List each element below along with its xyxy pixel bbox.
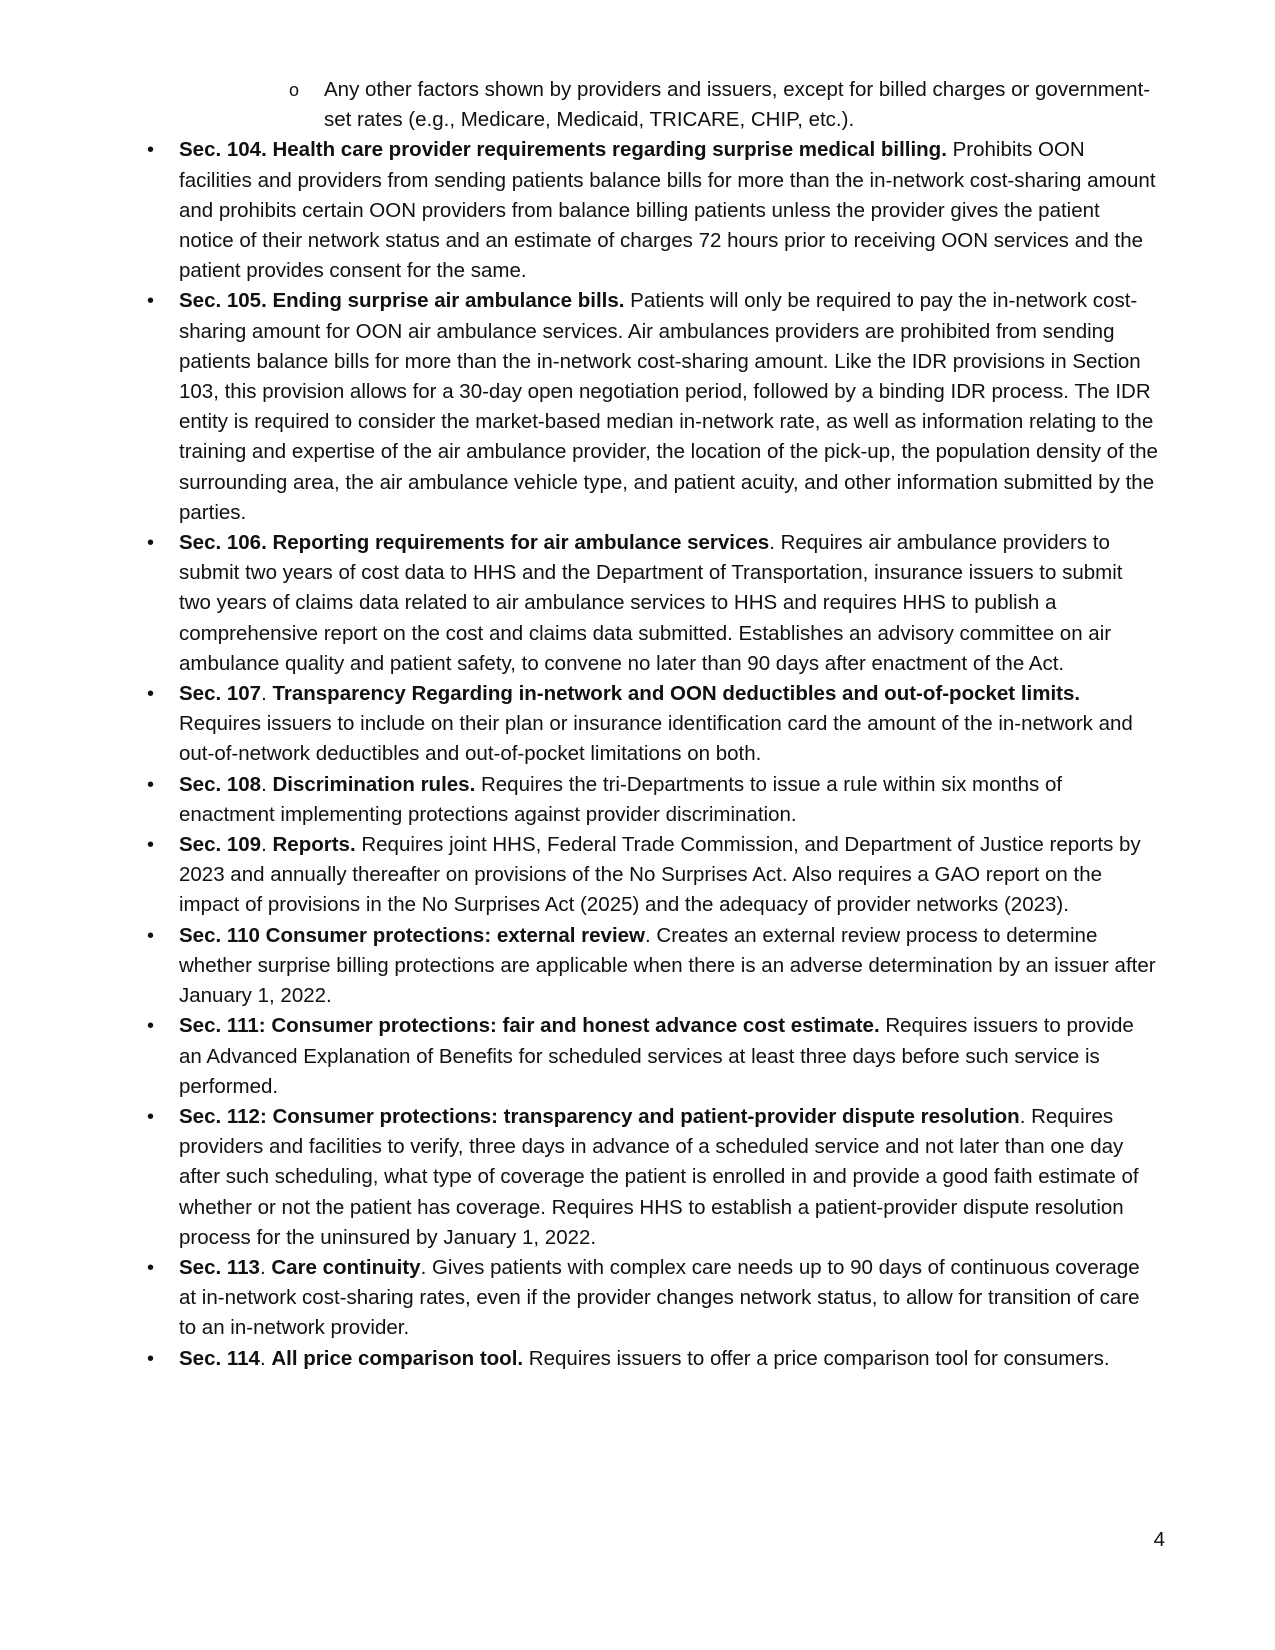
section-separator: . bbox=[261, 682, 273, 706]
section-heading: Sec. 106. Reporting requirements for air ambulance services bbox=[179, 531, 770, 555]
section-number: Sec. 109 bbox=[179, 833, 262, 857]
section-item-105 bbox=[147, 286, 1159, 528]
section-text: . Creates an external review process to determine whether surprise billing protections are applicable when there is an adverse determination by an issuer after January 1, 2022. bbox=[179, 923, 1156, 1008]
section-number: Sec. 108 bbox=[179, 772, 262, 796]
section-text: Prohibits OON facilities and providers from sending patients balance bills for more than the in-network cost-sharing amount and prohibits certain OON providers from balance billing patients unless the provider gives the patient notice of their network status and an estimate of charges 72 hours prior to receiving OON services and the patient provides consent for the same. bbox=[179, 138, 1156, 283]
bullet-icon: • bbox=[147, 924, 155, 947]
section-number: Sec. 107 bbox=[179, 682, 262, 706]
bullet-icon: • bbox=[147, 1105, 155, 1128]
page-number: 4 bbox=[1153, 1528, 1165, 1551]
section-text: Requires issuers to include on their plan or insurance identification card the amount of the in-network and out-of-network deductibles and out-of-pocket limitations on both. bbox=[179, 712, 1133, 766]
bullet-icon: • bbox=[147, 1347, 155, 1370]
section-text: Patients will only be required to pay the in-network cost-sharing amount for OON air ambulance services. Air ambulances providers are prohibited from sending patients balance bills for more than the in-network cost-sharing amount. Like the IDR provisions in Section 103, this provision allows for a 30-day open negotiation period, followed by a binding IDR process. The IDR entity is required to consider the market-based median in-network rate, as well as information relating to the training and expertise of the air ambulance provider, the location of the pick-up, the population density of the surrounding area, the air ambulance vehicle type, and patient acuity, and other information submitted by the parties. bbox=[179, 289, 1158, 524]
section-separator: . bbox=[261, 833, 273, 857]
section-item-114 bbox=[147, 1344, 1159, 1374]
section-number: Sec. 114 bbox=[179, 1346, 260, 1370]
bullet-icon: • bbox=[147, 139, 155, 162]
section-text: Requires the tri-Departments to issue a rule within six months of enactment implementing protections against provider discrimination. bbox=[179, 772, 1063, 826]
section-heading: Sec. 104. Health care provider requirements regarding surprise medical billing. bbox=[179, 138, 947, 162]
section-item-106 bbox=[147, 528, 1159, 679]
section-number: Sec. 113 bbox=[179, 1255, 260, 1279]
section-heading: Sec. 111: Consumer protections: fair and honest advance cost estimate. bbox=[179, 1014, 880, 1038]
sub-bullet-item bbox=[289, 75, 1159, 135]
section-item-111 bbox=[147, 1011, 1159, 1102]
section-separator: . bbox=[259, 1255, 272, 1279]
section-text: . Gives patients with complex care needs up to 90 days of continuous coverage at in-network cost-sharing rates, even if the provider changes network status, to allow for transition of care to an in-network provider. bbox=[179, 1255, 1140, 1340]
section-heading: Sec. 112: Consumer protections: transparency and patient-provider dispute resolution bbox=[179, 1104, 1020, 1128]
section-text: . Requires air ambulance providers to submit two years of cost data to HHS and the Department of Transportation, insurance issuers to submit two years of claims data related to air ambulance services to HHS and requires HHS to publish a comprehensive report on the cost and claims data submitted. Establishes an advisory committee on air ambulance quality and patient safety, to convene no later than 90 days after enactment of the Act. bbox=[179, 531, 1123, 675]
bullet-icon: • bbox=[147, 683, 155, 706]
section-heading: Reports. bbox=[272, 833, 356, 857]
section-text: Requires issuers to provide an Advanced Explanation of Benefits for scheduled services at least three days before such service is performed. bbox=[179, 1014, 1134, 1098]
section-item-112 bbox=[147, 1102, 1159, 1253]
bullet-icon: • bbox=[147, 773, 155, 796]
section-text: Requires issuers to offer a price comparison tool for consumers. bbox=[523, 1346, 1110, 1370]
section-heading: Sec. 105. Ending surprise air ambulance bills. bbox=[179, 289, 625, 313]
section-item-113 bbox=[147, 1253, 1159, 1344]
section-separator: . bbox=[261, 772, 273, 796]
bullet-icon: • bbox=[147, 1256, 155, 1279]
section-item-110 bbox=[147, 921, 1159, 1012]
section-item-107 bbox=[147, 679, 1159, 770]
sub-bullet-text: Any other factors shown by providers and issuers, except for billed charges or government-set rates (e.g., Medicare, Medicaid, TRICARE, CHIP, etc.). bbox=[324, 78, 1151, 132]
section-heading: All price comparison tool. bbox=[271, 1346, 524, 1370]
bullet-icon: • bbox=[147, 290, 155, 313]
section-item-109 bbox=[147, 830, 1159, 921]
section-heading: Sec. 110 Consumer protections: external review bbox=[179, 923, 645, 947]
section-heading: Discrimination rules. bbox=[272, 772, 476, 796]
section-item-108 bbox=[147, 770, 1159, 830]
section-text: Requires joint HHS, Federal Trade Commission, and Department of Justice reports by 2023 and annually thereafter on provisions of the No Surprises Act. Also requires a GAO report on the impact of provisions in the No Surprises Act (2025) and the adequacy of provider networks (2023). bbox=[179, 833, 1141, 917]
section-item-104 bbox=[147, 135, 1159, 286]
bullet-icon: • bbox=[147, 834, 155, 857]
section-separator: . bbox=[259, 1346, 272, 1370]
section-heading: Transparency Regarding in-network and OON deductibles and out-of-pocket limits. bbox=[272, 682, 1081, 706]
section-heading: Care continuity bbox=[271, 1255, 421, 1279]
bullet-icon: • bbox=[147, 532, 155, 555]
bullet-icon: • bbox=[147, 1015, 155, 1038]
document-body bbox=[147, 75, 1159, 1374]
hollow-circle-bullet-icon: o bbox=[289, 80, 300, 100]
section-text: . Requires providers and facilities to verify, three days in advance of a scheduled service and not later than one day after such scheduling, what type of coverage the patient is enrolled in and provide a good faith estimate of whether or not the patient has coverage. Requires HHS to establish a patient-provider dispute resolution process for the uninsured by January 1, 2022. bbox=[179, 1104, 1139, 1249]
